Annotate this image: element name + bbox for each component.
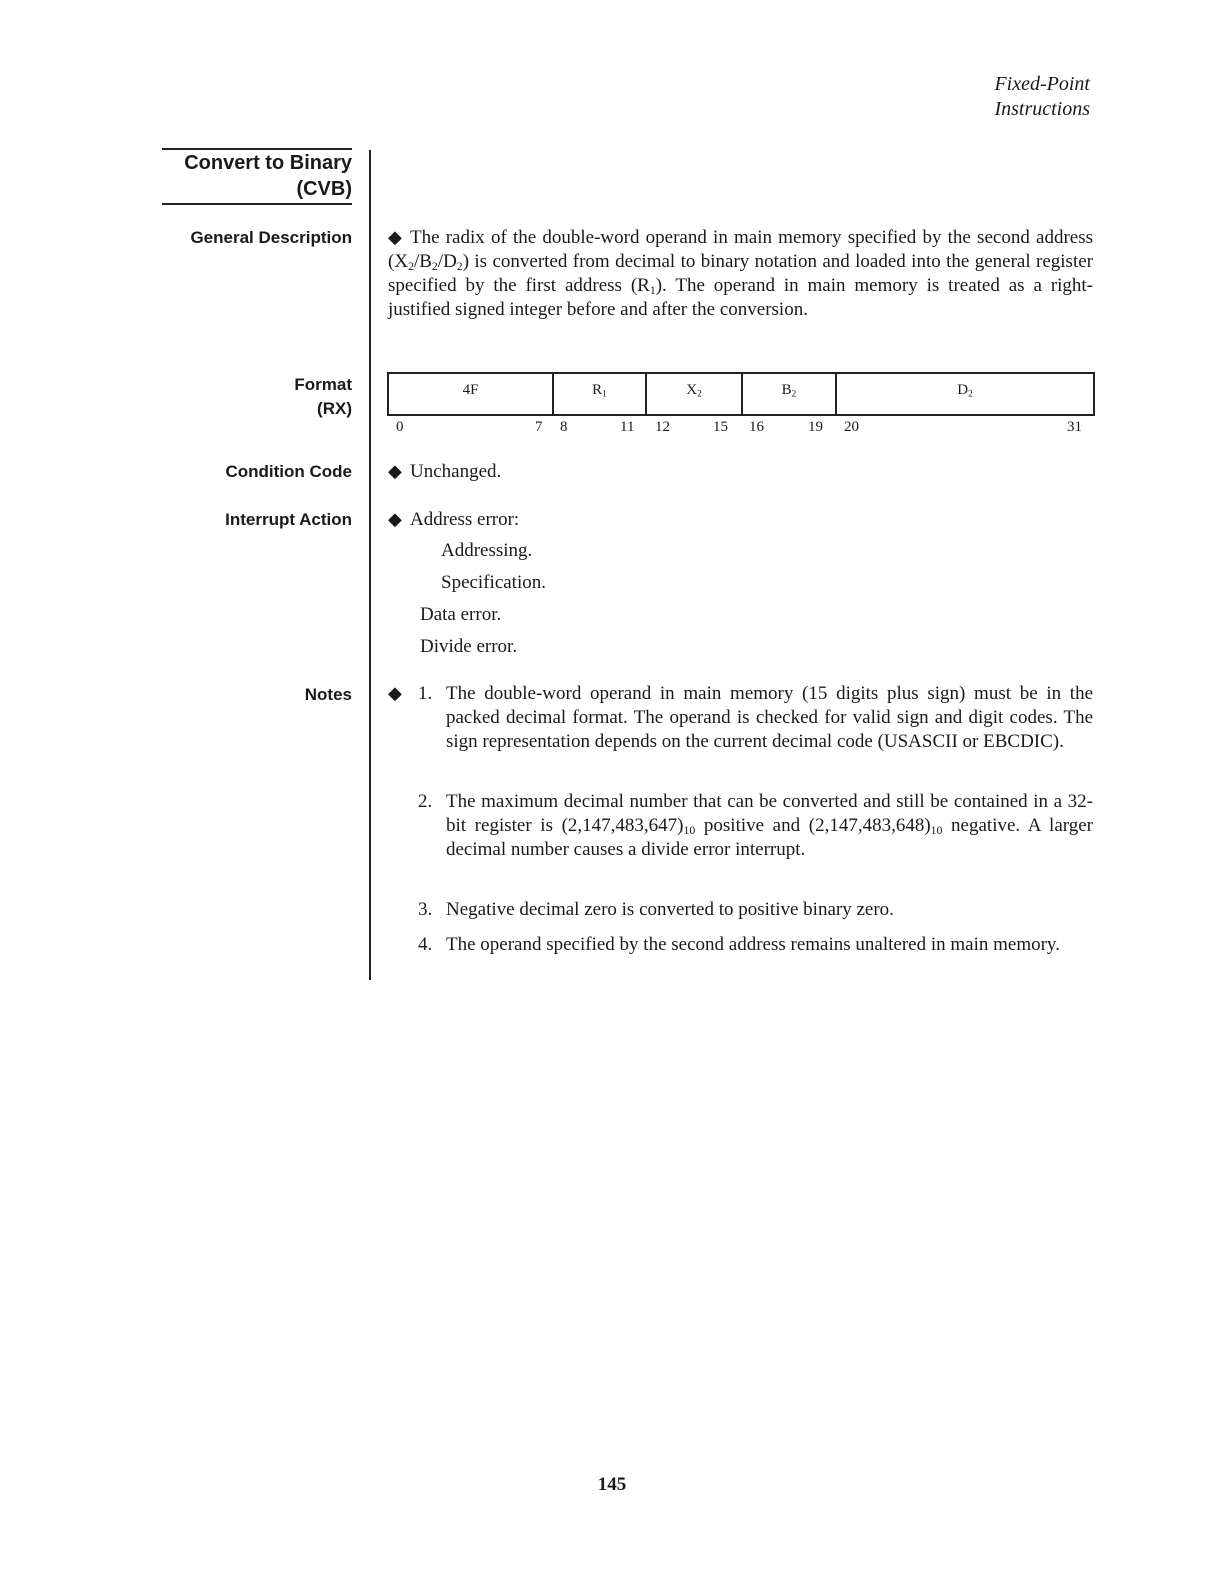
instruction-format-diagram [387, 372, 1095, 416]
interrupt-data-error: Data error. [420, 604, 502, 625]
interrupt-address-error: ◆ Address error: [388, 509, 520, 530]
condition-code-text: ◆ Unchanged. [388, 461, 502, 482]
section-title [162, 150, 352, 202]
format-field-b2: $B_2$ [743, 374, 837, 414]
note-item: 3. Negative decimal zero is converted to positive binary zero. [418, 899, 894, 920]
bullet-diamond-icon: ◆ [388, 227, 402, 247]
interrupt-specification: Specification. [441, 572, 546, 593]
interrupt-divide-error: Divide error. [420, 636, 518, 657]
title-line2: (CVB) [296, 178, 352, 200]
label-general-description: General Description [190, 228, 352, 247]
label-notes: Notes [304, 685, 352, 704]
label-format-rx: (RX) [317, 399, 352, 418]
format-field-r1: $R_1$ [554, 374, 647, 414]
bit-number: 11 [620, 419, 635, 435]
bit-number: 20 [844, 419, 859, 435]
bullet-diamond-icon: ◆ [388, 509, 402, 529]
running-head-line2: Instructions [994, 98, 1090, 120]
bit-number: 15 [713, 419, 728, 435]
bullet-diamond-icon: ◆ [388, 683, 402, 704]
format-field-x2: $X_2$ [647, 374, 743, 414]
running-head [994, 72, 1090, 122]
format-field-d2: $D_2$ [957, 382, 973, 400]
note-item: 1. The double-word operand in main memory (15 digits plus sign) must be in the packed decimal format. The operand is checked for valid sign and digit codes. The sign representation depends on the current decimal code (USASCII or EBCDIC). [418, 683, 1093, 752]
format-field-opcode: 4F [389, 374, 554, 414]
bit-number: 31 [1067, 419, 1082, 435]
note-item: 4. The operand specified by the second address remains unaltered in main memory. [418, 934, 1060, 955]
bit-number: 0 [396, 419, 404, 435]
title-bottom-rule [162, 203, 352, 205]
page-number: 145 [597, 1474, 627, 1495]
bit-number: 8 [560, 419, 568, 435]
label-interrupt-action: Interrupt Action [225, 510, 352, 529]
label-condition-code: Condition Code [225, 462, 352, 481]
bit-number: 19 [808, 419, 823, 435]
interrupt-addressing: Addressing. [441, 540, 533, 561]
bit-number: 12 [655, 419, 670, 435]
general-description-text: ◆ The radix of the double-word operand in main memory specified by the second address $(X_2/B_2/D_2)$ is converted from decimal to binary notation and loaded into the general register specified by the first address $(R_1)$. The operand in main memory is treated as a right-justified signed integer before and after the conversion. [388, 227, 1093, 320]
running-head-line1: Fixed-Point [994, 73, 1090, 95]
note-item: 2. The maximum decimal number that can be converted and still be contained in a 32-bit register is $(2,147,483,647)_{10}$ positive and $(2,147,483,648)_{10}$ negative. A larger decimal number causes a divide error interrupt. [418, 791, 1093, 860]
bit-number: 7 [535, 419, 543, 435]
bullet-diamond-icon: ◆ [388, 461, 402, 481]
label-format: Format [294, 375, 352, 394]
bit-number: 16 [749, 419, 764, 435]
title-line1: Convert to Binary [184, 152, 352, 174]
margin-bar [369, 150, 371, 980]
